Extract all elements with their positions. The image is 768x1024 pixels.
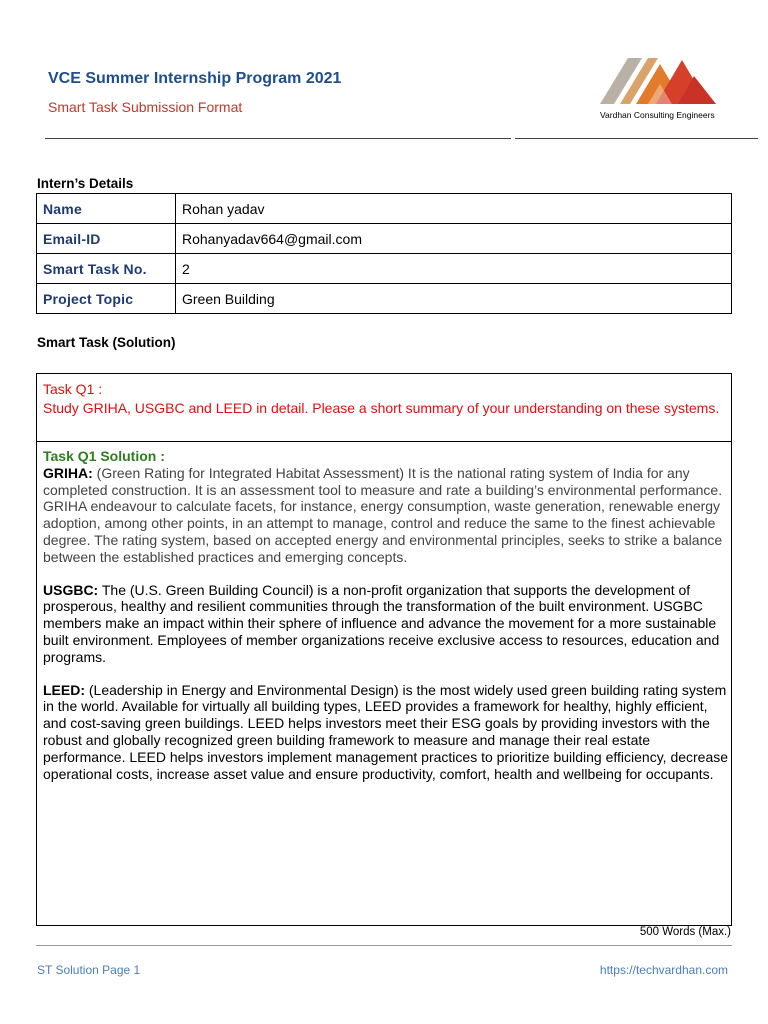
task-divider [37,441,731,442]
leed-term: LEED: [43,681,85,698]
smart-task-label: Smart Task (Solution) [37,335,176,350]
task-question [43,380,724,418]
name-key: Name [37,194,176,224]
table-row [37,284,732,314]
task-solution [43,448,733,782]
footer-url-link[interactable]: https://techvardhan.com [599,963,728,977]
logo-text: Vardhan Consulting Engineers [600,110,715,120]
usgbc-term: USGBC: [43,581,99,598]
task-question-body: Study GRIHA, USGBC and LEED in detail. Please a short summary of your understanding on these systems. [43,400,720,416]
griha-paragraph [43,465,733,566]
table-row [37,224,732,254]
task-no-value: 2 [176,254,732,284]
task-no-key: Smart Task No. [37,254,176,284]
usgbc-paragraph [43,582,733,666]
interns-details-label: Intern’s Details [37,176,134,191]
leed-text: (Leadership in Energy and Environmental Design) is the most widely used green building rating system in the world. Available for virtually all building types, LEED provides a framework for healthy, highly efficient, and cost-saving green buildings. LEED helps investors meet their ESG goals by providing investors with the robust and globally recognized green building framework to measure and manage their real estate performance. LEED helps investors implement management practices to prioritize building efficiency, decrease operational costs, increase asset value and ensure productivity, comfort, health and wellbeing for occupants. [43,681,729,782]
table-row [37,194,732,224]
word-limit: 500 Words (Max.) [639,926,731,938]
page-subtitle: Smart Task Submission Format [48,99,243,115]
table-row [37,254,732,284]
footer-divider [36,945,732,946]
project-topic-value: Green Building [176,284,732,314]
interns-details-table [36,193,732,314]
griha-term: GRIHA: [43,464,93,481]
griha-text: (Green Rating for Integrated Habitat Assessment) It is the national rating system of India for any completed construction. It is an assessment tool to measure and rate a building’s environmental performance. GRIHA endeavour to calculate facets, for instance, energy consumption, waste generation, renewable energy adoption, among other points, in an attempt to manage, control and reduce the same to the finest achievable degree. The rating system, based on accepted energy and environmental principles, seeks to strike a balance between the established practices and emerging concepts. [43,464,723,565]
footer-page-label: ST Solution Page 1 [37,963,141,977]
task-box [36,373,732,926]
email-key: Email-ID [37,224,176,254]
name-value: Rohan yadav [176,194,732,224]
usgbc-text: The (U.S. Green Building Council) is a non-profit organization that supports the development of prosperous, healthy and resilient communities through the transformation of the built environment. USGBC members make an impact within their sphere of influence and advance the movement for a more sustainable built environment. Employees of member organizations receive exclusive access to resources, education and programs. [43,581,720,665]
task-question-title: Task Q1 : [43,381,103,397]
page-title: VCE Summer Internship Program 2021 [48,70,342,87]
header-divider-left [45,138,511,139]
leed-paragraph [43,682,733,783]
project-topic-key: Project Topic [37,284,176,314]
header-divider-right [515,138,758,139]
task-solution-title: Task Q1 Solution : [43,448,165,464]
email-value: Rohanyadav664@gmail.com [176,224,732,254]
